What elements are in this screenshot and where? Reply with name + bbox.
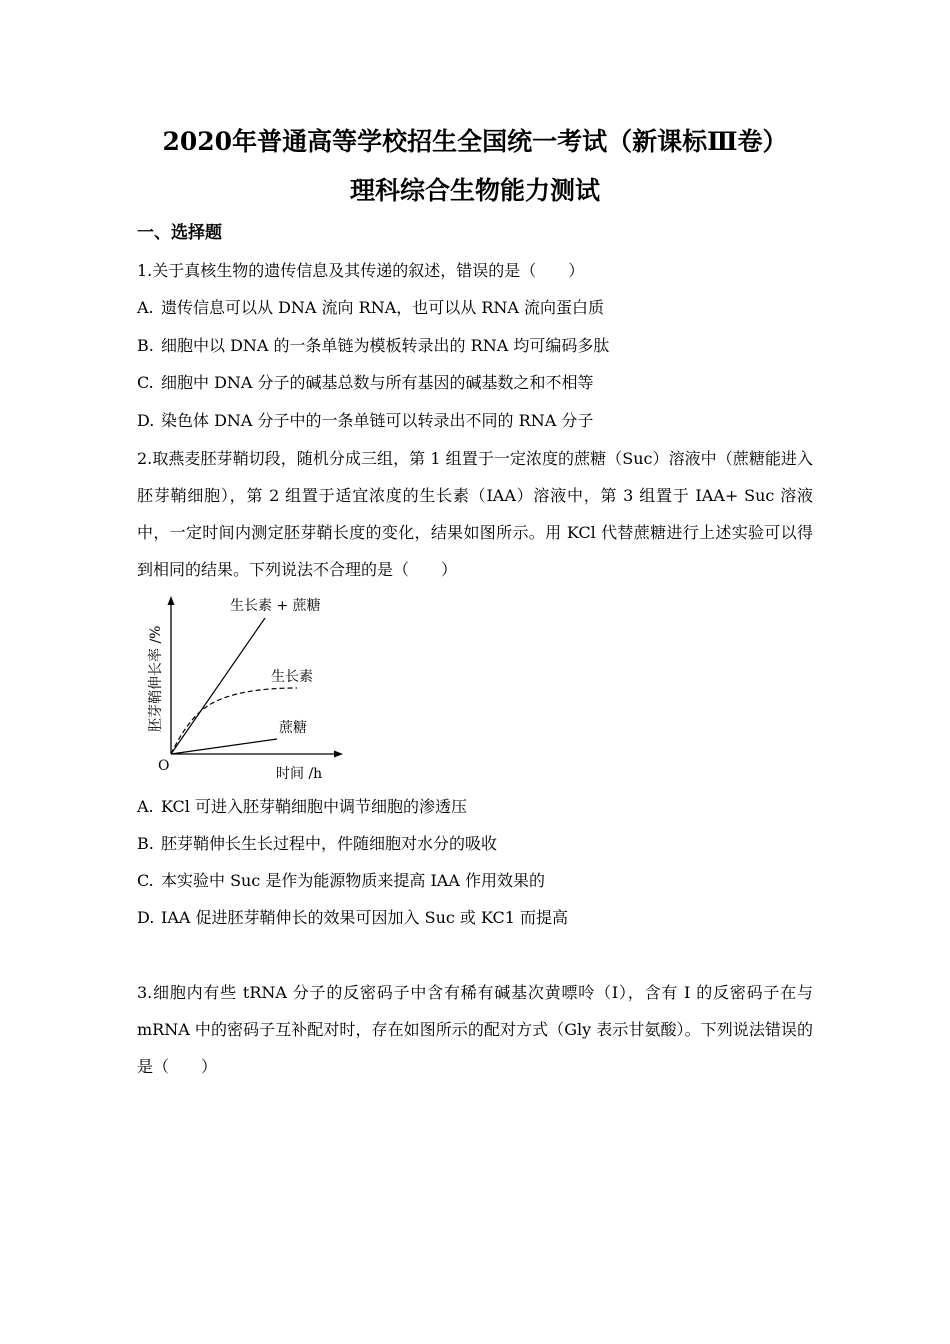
question-2-option-d [137, 906, 568, 930]
y-axis-arrow [168, 596, 175, 605]
option-letter: A. [137, 797, 154, 816]
curve-suc [171, 739, 277, 754]
option-text: 染色体 DNA 分子中的一条单链可以转录出不同的 RNA 分子 [161, 411, 594, 430]
question-1-option-d [137, 409, 593, 433]
question-1-stem: 1.关于真核生物的遗传信息及其传递的叙述，错误的是（ ） [137, 261, 585, 280]
option-letter: C. [137, 871, 154, 890]
growth-chart [137, 592, 357, 787]
label-iaa-suc: 生长素 + 蔗糖 [230, 598, 321, 614]
question-1-option-c [137, 371, 594, 395]
question-1-option-b [137, 334, 609, 358]
option-text: 细胞中以 DNA 的一条单链为模板转录出的 RNA 均可编码多肽 [161, 336, 610, 355]
question-2-stem: 2.取燕麦胚芽鞘切段，随机分成三组，第 1 组置于一定浓度的蔗糖（Suc）溶液中（蔗糖能进入胚芽鞘细胞），第 2 组置于适宜浓度的生长素（IAA）溶液中，第 3 组置于 IAA+ Suc 溶液中，一定时间内测定胚芽鞘长度的变化，结果如图所示。用 KCl 代替蔗糖进行上述实验可以得到相同的结果。下列说法不合理的是（ ） [137, 449, 813, 579]
question-2-option-c [137, 869, 545, 893]
x-axis-arrow [334, 751, 343, 758]
curve-iaa-suc [171, 618, 265, 754]
question-3-stem: 3.细胞内有些 tRNA 分子的反密码子中含有稀有碱基次黄嘌呤（I），含有 I 的反密码子在与 mRNA 中的密码子互补配对时，存在如图所示的配对方式（Gly 表示甘氨酸）。下列说法错误的是（ ） [137, 983, 813, 1076]
option-text: KCl 可进入胚芽鞘细胞中调节细胞的渗透压 [161, 797, 467, 816]
question-1-option-a [137, 296, 604, 320]
question-2-option-b [137, 832, 497, 856]
question-2-option-a [137, 795, 467, 819]
label-suc: 蔗糖 [279, 720, 307, 736]
option-text: 遗传信息可以从 DNA 流向 RNA，也可以从 RNA 流向蛋白质 [161, 298, 605, 317]
option-letter: B. [137, 336, 154, 355]
option-letter: D. [137, 908, 155, 927]
growth-figure [137, 592, 357, 787]
y-axis-label: 胚芽鞘伸长率 /% [148, 625, 164, 732]
option-text: 细胞中 DNA 分子的碱基总数与所有基因的碱基数之和不相等 [161, 373, 594, 392]
origin-label: O [158, 758, 170, 774]
label-iaa: 生长素 [271, 669, 313, 685]
option-letter: C. [137, 373, 154, 392]
x-axis-label: 时间 /h [276, 766, 323, 782]
option-letter: A. [137, 298, 154, 317]
option-letter: D. [137, 411, 155, 430]
option-text: 胚芽鞘伸长生长过程中，件随细胞对水分的吸收 [161, 834, 498, 853]
option-letter: B. [137, 834, 154, 853]
exam-subtitle: 理科综合生物能力测试 [349, 176, 600, 205]
option-text: IAA 促进胚芽鞘伸长的效果可因加入 Suc 或 KC1 而提高 [161, 908, 569, 927]
option-text: 本实验中 Suc 是作为能源物质来提高 IAA 作用效果的 [161, 871, 546, 890]
exam-title: 2020年普通高等学校招生全国统一考试（新课标Ⅲ卷） [162, 127, 788, 156]
section-heading: 一、选择题 [137, 223, 222, 243]
